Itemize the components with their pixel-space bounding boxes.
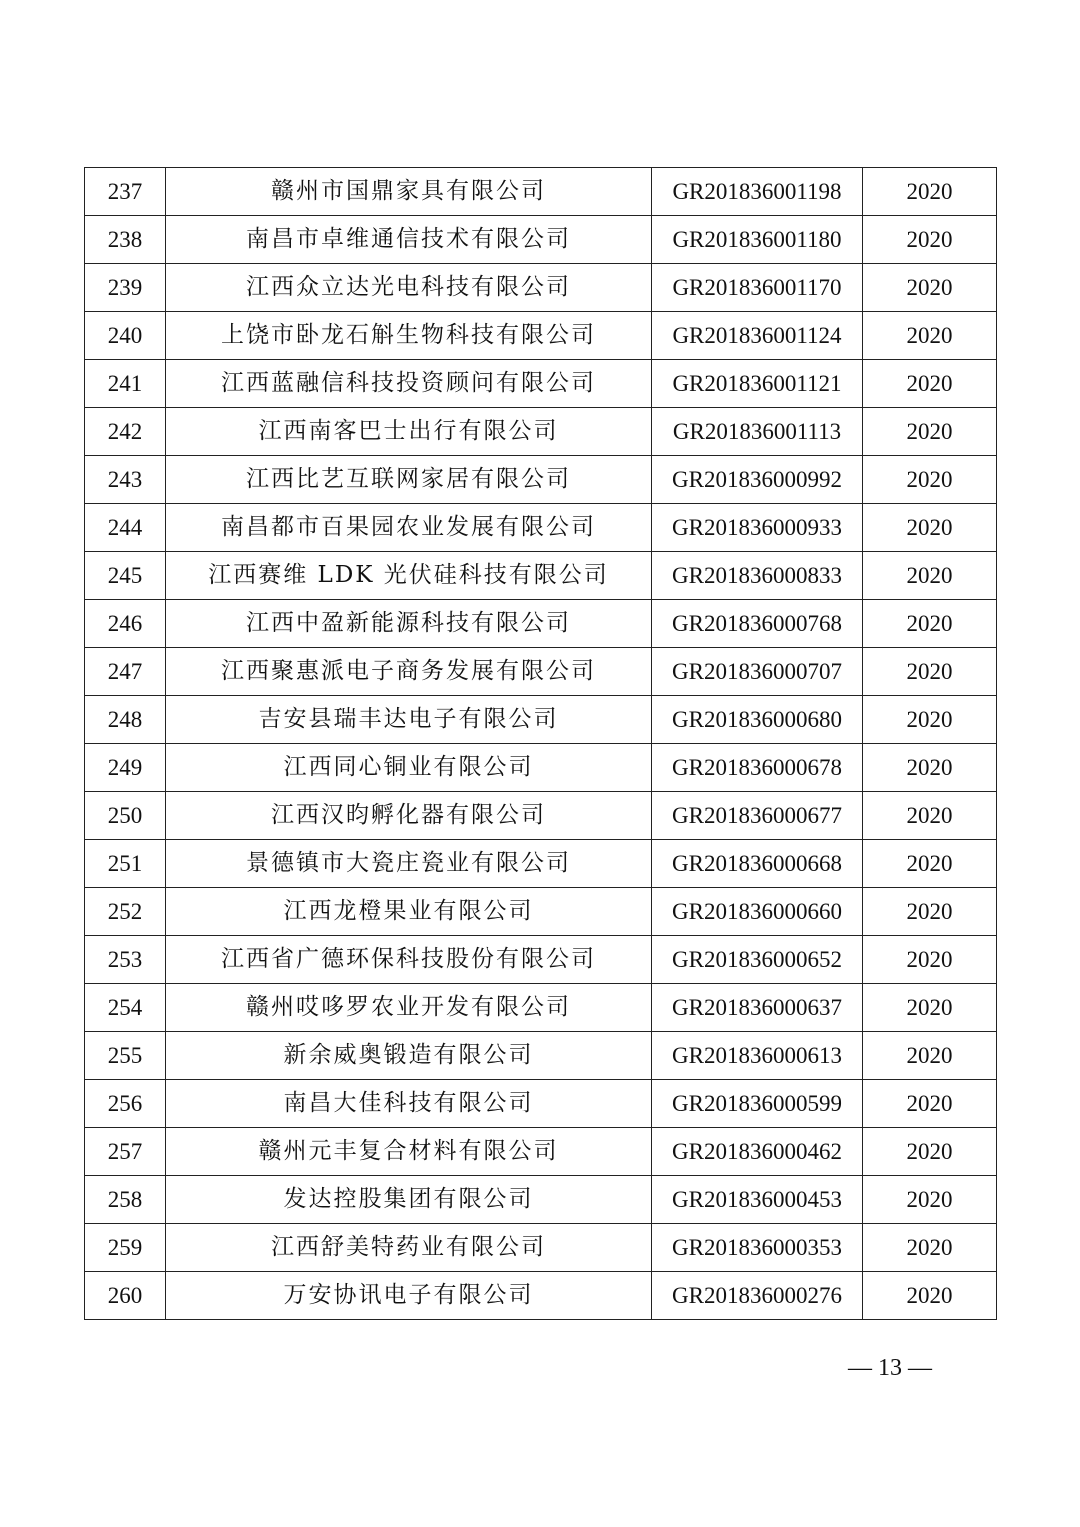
year: 2020 xyxy=(863,792,997,840)
company-name: 南昌市卓维通信技术有限公司 xyxy=(166,216,652,264)
table-row xyxy=(85,168,997,216)
company-name: 上饶市卧龙石斛生物科技有限公司 xyxy=(166,312,652,360)
company-name: 江西龙橙果业有限公司 xyxy=(166,888,652,936)
year: 2020 xyxy=(863,1032,997,1080)
row-number: 254 xyxy=(85,984,166,1032)
certificate-code: GR201836001180 xyxy=(652,216,863,264)
row-number: 246 xyxy=(85,600,166,648)
year: 2020 xyxy=(863,1128,997,1176)
row-number: 238 xyxy=(85,216,166,264)
company-name: 江西舒美特药业有限公司 xyxy=(166,1224,652,1272)
row-number: 237 xyxy=(85,168,166,216)
table-row xyxy=(85,360,997,408)
certificate-code: GR201836000453 xyxy=(652,1176,863,1224)
table-row xyxy=(85,216,997,264)
certificate-code: GR201836000768 xyxy=(652,600,863,648)
table-row xyxy=(85,984,997,1032)
row-number: 252 xyxy=(85,888,166,936)
year: 2020 xyxy=(863,1080,997,1128)
table-row xyxy=(85,792,997,840)
year: 2020 xyxy=(863,648,997,696)
year: 2020 xyxy=(863,840,997,888)
company-name: 江西南客巴士出行有限公司 xyxy=(166,408,652,456)
row-number: 248 xyxy=(85,696,166,744)
row-number: 249 xyxy=(85,744,166,792)
company-name: 江西比艺互联网家居有限公司 xyxy=(166,456,652,504)
table-row xyxy=(85,744,997,792)
row-number: 258 xyxy=(85,1176,166,1224)
certificate-code: GR201836000833 xyxy=(652,552,863,600)
year: 2020 xyxy=(863,456,997,504)
certificate-code: GR201836001170 xyxy=(652,264,863,312)
table-row xyxy=(85,1176,997,1224)
row-number: 253 xyxy=(85,936,166,984)
table-row xyxy=(85,408,997,456)
table-row xyxy=(85,1224,997,1272)
table-row xyxy=(85,456,997,504)
certificate-code: GR201836000707 xyxy=(652,648,863,696)
company-name: 景德镇市大瓷庄瓷业有限公司 xyxy=(166,840,652,888)
year: 2020 xyxy=(863,696,997,744)
row-number: 256 xyxy=(85,1080,166,1128)
company-name: 江西蓝融信科技投资顾问有限公司 xyxy=(166,360,652,408)
row-number: 259 xyxy=(85,1224,166,1272)
year: 2020 xyxy=(863,216,997,264)
company-name: 江西省广德环保科技股份有限公司 xyxy=(166,936,652,984)
table-row xyxy=(85,648,997,696)
certificate-code: GR201836000680 xyxy=(652,696,863,744)
certificate-code: GR201836001198 xyxy=(652,168,863,216)
company-table xyxy=(84,167,997,1320)
table-row xyxy=(85,504,997,552)
table-row xyxy=(85,264,997,312)
year: 2020 xyxy=(863,888,997,936)
year: 2020 xyxy=(863,1176,997,1224)
row-number: 260 xyxy=(85,1272,166,1320)
row-number: 242 xyxy=(85,408,166,456)
year: 2020 xyxy=(863,312,997,360)
row-number: 241 xyxy=(85,360,166,408)
table-row xyxy=(85,696,997,744)
row-number: 244 xyxy=(85,504,166,552)
year: 2020 xyxy=(863,600,997,648)
company-name: 南昌都市百果园农业发展有限公司 xyxy=(166,504,652,552)
row-number: 257 xyxy=(85,1128,166,1176)
company-name: 江西聚惠派电子商务发展有限公司 xyxy=(166,648,652,696)
year: 2020 xyxy=(863,984,997,1032)
year: 2020 xyxy=(863,1272,997,1320)
certificate-code: GR201836000992 xyxy=(652,456,863,504)
row-number: 243 xyxy=(85,456,166,504)
certificate-code: GR201836000678 xyxy=(652,744,863,792)
company-name: 南昌大佳科技有限公司 xyxy=(166,1080,652,1128)
certificate-code: GR201836000353 xyxy=(652,1224,863,1272)
row-number: 239 xyxy=(85,264,166,312)
year: 2020 xyxy=(863,1224,997,1272)
table-row xyxy=(85,1032,997,1080)
table-row xyxy=(85,888,997,936)
company-name: 江西同心铜业有限公司 xyxy=(166,744,652,792)
company-name: 发达控股集团有限公司 xyxy=(166,1176,652,1224)
table-row xyxy=(85,936,997,984)
company-name: 新余威奥锻造有限公司 xyxy=(166,1032,652,1080)
year: 2020 xyxy=(863,504,997,552)
certificate-code: GR201836000637 xyxy=(652,984,863,1032)
company-name: 赣州市国鼎家具有限公司 xyxy=(166,168,652,216)
year: 2020 xyxy=(863,936,997,984)
page-number: — 13 — xyxy=(848,1355,932,1381)
year: 2020 xyxy=(863,168,997,216)
year: 2020 xyxy=(863,408,997,456)
table-row xyxy=(85,1080,997,1128)
row-number: 250 xyxy=(85,792,166,840)
certificate-code: GR201836001124 xyxy=(652,312,863,360)
company-name: 吉安县瑞丰达电子有限公司 xyxy=(166,696,652,744)
certificate-code: GR201836000276 xyxy=(652,1272,863,1320)
company-name: 赣州哎哆罗农业开发有限公司 xyxy=(166,984,652,1032)
certificate-code: GR201836000933 xyxy=(652,504,863,552)
row-number: 255 xyxy=(85,1032,166,1080)
company-name: 江西汉昀孵化器有限公司 xyxy=(166,792,652,840)
table-row xyxy=(85,552,997,600)
row-number: 245 xyxy=(85,552,166,600)
company-name: 赣州元丰复合材料有限公司 xyxy=(166,1128,652,1176)
certificate-code: GR201836000660 xyxy=(652,888,863,936)
table-row xyxy=(85,1128,997,1176)
company-name: 万安协讯电子有限公司 xyxy=(166,1272,652,1320)
certificate-code: GR201836000462 xyxy=(652,1128,863,1176)
certificate-code: GR201836001121 xyxy=(652,360,863,408)
year: 2020 xyxy=(863,552,997,600)
certificate-code: GR201836001113 xyxy=(652,408,863,456)
year: 2020 xyxy=(863,264,997,312)
row-number: 240 xyxy=(85,312,166,360)
company-name: 江西中盈新能源科技有限公司 xyxy=(166,600,652,648)
row-number: 247 xyxy=(85,648,166,696)
certificate-code: GR201836000677 xyxy=(652,792,863,840)
certificate-code: GR201836000652 xyxy=(652,936,863,984)
company-name: 江西众立达光电科技有限公司 xyxy=(166,264,652,312)
year: 2020 xyxy=(863,744,997,792)
table-row xyxy=(85,1272,997,1320)
table-row xyxy=(85,600,997,648)
table-row xyxy=(85,840,997,888)
certificate-code: GR201836000668 xyxy=(652,840,863,888)
row-number: 251 xyxy=(85,840,166,888)
year: 2020 xyxy=(863,360,997,408)
certificate-code: GR201836000613 xyxy=(652,1032,863,1080)
certificate-code: GR201836000599 xyxy=(652,1080,863,1128)
table-row xyxy=(85,312,997,360)
company-name: 江西赛维 LDK 光伏硅科技有限公司 xyxy=(166,552,652,600)
